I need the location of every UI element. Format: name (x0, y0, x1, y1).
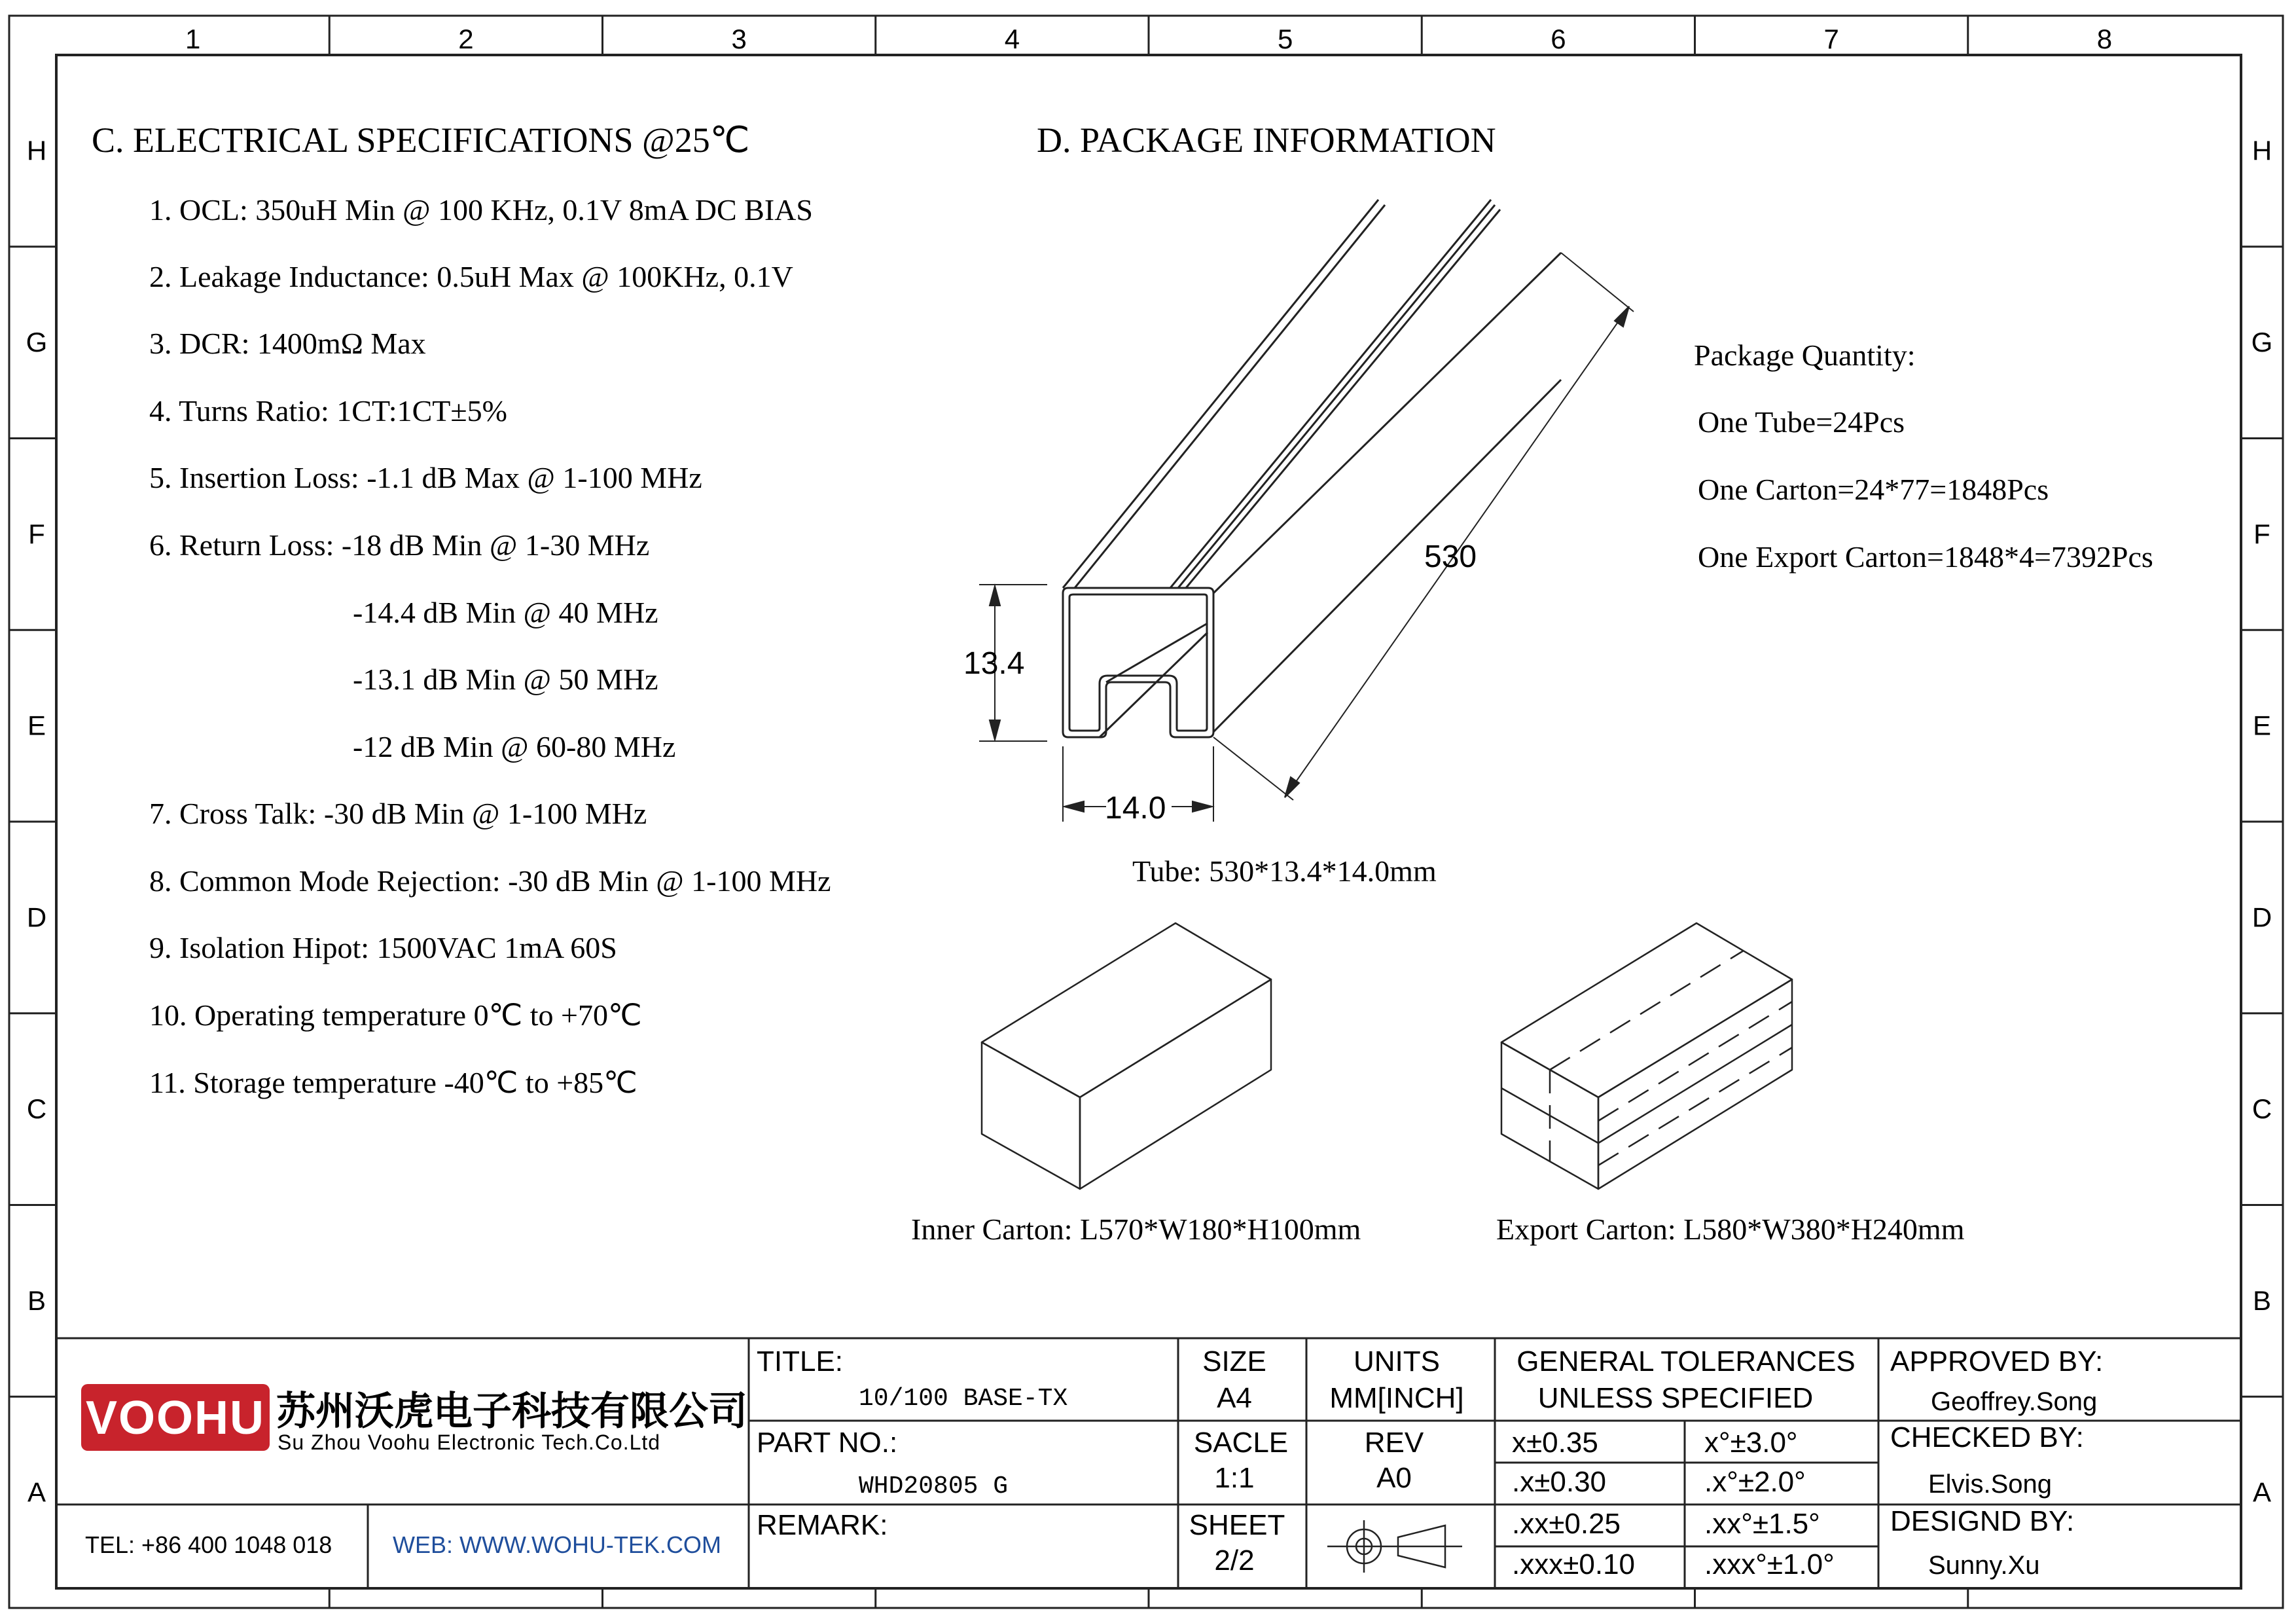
package-information (911, 120, 2153, 1246)
rev-value: A0 (1376, 1462, 1412, 1494)
spec-item: 8. Common Mode Rejection: -30 dB Min @ 1-100 MHz (149, 864, 831, 898)
title-value: 10/100 BASE-TX (859, 1385, 1068, 1413)
tolerance-angular: .x°±2.0° (1704, 1466, 1806, 1498)
zone-row-label: F (2253, 518, 2270, 549)
spec-item: 5. Insertion Loss: -1.1 dB Max @ 1-100 MHz (149, 461, 702, 494)
zone-labels (26, 24, 2273, 1508)
tube-edge (1186, 210, 1500, 588)
zone-row-label: D (26, 902, 47, 933)
zone-column-label: 4 (1004, 24, 1020, 54)
zone-row-label: E (27, 710, 46, 741)
carton-mid-line (1598, 1025, 1792, 1143)
tube-edge (1178, 205, 1495, 588)
designed-by-label: DESIGND BY: (1890, 1505, 2075, 1537)
tube-caption: Tube: 530*13.4*14.0mm (1132, 854, 1437, 888)
carton-front-face (982, 1042, 1080, 1189)
package-heading: D. PACKAGE INFORMATION (1037, 120, 1496, 160)
quantity-line: One Carton=24*77=1848Pcs (1698, 473, 2049, 506)
carton-top-face (982, 923, 1271, 1097)
part-number-label: PART NO.: (757, 1427, 898, 1459)
arrow-head (1193, 801, 1212, 812)
tube-edge (1213, 253, 1561, 593)
spec-item: 1. OCL: 350uH Min @ 100 KHz, 0.1V 8mA DC BIAS (149, 193, 813, 227)
tolerance-linear: .xx±0.25 (1512, 1508, 1621, 1540)
export-carton-drawing (1501, 923, 1792, 1189)
zone-row-label: D (2251, 902, 2272, 933)
size-value: A4 (1217, 1382, 1252, 1414)
zone-row-label: E (2252, 710, 2272, 741)
inner-carton-caption: Inner Carton: L570*W180*H100mm (911, 1213, 1361, 1246)
arrow-head (990, 586, 1000, 606)
electrical-heading: C. ELECTRICAL SPECIFICATIONS @25℃ (92, 120, 750, 160)
spec-item: 10. Operating temperature 0℃ to +70℃ (149, 998, 642, 1032)
quantity-line: One Tube=24Pcs (1698, 405, 1905, 439)
tolerance-linear: .x±0.30 (1512, 1466, 1607, 1498)
units-value: MM[INCH] (1329, 1382, 1464, 1414)
scale-value: 1:1 (1214, 1462, 1255, 1494)
export-carton-caption: Export Carton: L580*W380*H240mm (1496, 1213, 1965, 1246)
quantity-line: One Export Carton=1848*4=7392Pcs (1698, 540, 2153, 574)
spec-item: 11. Storage temperature -40℃ to +85℃ (149, 1066, 637, 1099)
zone-column-label: 1 (185, 24, 201, 54)
spec-item: -12 dB Min @ 60-80 MHz (353, 730, 676, 763)
tolerance-title: GENERAL TOLERANCES (1516, 1345, 1856, 1377)
zone-row-label: F (28, 518, 45, 549)
tolerance-angular: x°±3.0° (1704, 1427, 1798, 1459)
electrical-specifications (92, 120, 831, 1099)
spec-item: 4. Turns Ratio: 1CT:1CT±5% (149, 394, 507, 428)
title-label: TITLE: (757, 1345, 844, 1377)
sheet-label: SHEET (1189, 1509, 1285, 1541)
spec-item: -13.1 dB Min @ 50 MHz (353, 663, 658, 696)
spec-item: 3. DCR: 1400mΩ Max (149, 327, 426, 360)
approved-by-name: Geoffrey.Song (1931, 1387, 2098, 1416)
size-label: SIZE (1202, 1345, 1266, 1377)
company-name-cn: 苏州沃虎电子科技有限公司 (276, 1389, 747, 1433)
tape-line (1598, 1002, 1792, 1121)
carton-tape-lines (1550, 951, 1792, 1165)
tolerance-subtitle: UNLESS SPECIFIED (1537, 1382, 1814, 1414)
logo-text: VOOHU (85, 1392, 266, 1444)
extension-line (1561, 253, 1634, 312)
dimension-length: 530 (1424, 539, 1477, 574)
tolerance-angular: .xxx°±1.0° (1704, 1548, 1835, 1580)
tube-edge (1075, 205, 1385, 588)
title-block (56, 1338, 2241, 1588)
tube-drawing (1063, 200, 1561, 737)
spec-item: 7. Cross Talk: -30 dB Min @ 1-100 MHz (149, 797, 647, 830)
zone-row-label: B (2252, 1285, 2272, 1316)
company-tel: TEL: +86 400 1048 018 (85, 1531, 332, 1558)
spec-item: -14.4 dB Min @ 40 MHz (353, 596, 658, 629)
units-label: UNITS (1354, 1345, 1440, 1377)
spec-item: 2. Leakage Inductance: 0.5uH Max @ 100KHz, 0.1V (149, 260, 793, 293)
approved-by-label: APPROVED BY: (1890, 1345, 2104, 1377)
tube-edge (1213, 380, 1561, 732)
zone-column-label: 5 (1277, 24, 1293, 54)
zone-row-label: C (2251, 1093, 2272, 1125)
spec-item: 9. Isolation Hipot: 1500VAC 1mA 60S (149, 931, 617, 964)
checked-by-label: CHECKED BY: (1890, 1421, 2084, 1453)
zone-column-label: 6 (1551, 24, 1566, 54)
carton-side-face (1080, 979, 1271, 1189)
company-name-en: Su Zhou Voohu Electronic Tech.Co.Ltd (278, 1431, 661, 1454)
remark-label: REMARK: (757, 1509, 888, 1541)
zone-row-label: H (26, 135, 47, 166)
zone-row-label: A (2252, 1476, 2272, 1508)
tube-edge (1100, 632, 1208, 737)
company-logo (81, 1384, 270, 1451)
zone-row-label: C (26, 1093, 47, 1125)
zone-row-label: G (26, 327, 48, 358)
tolerance-angular: .xx°±1.5° (1704, 1508, 1820, 1540)
inner-carton-drawing (982, 923, 1271, 1189)
part-number-value: WHD20805 G (859, 1472, 1009, 1501)
projection-symbol-icon (1327, 1520, 1462, 1573)
scale-label: SACLE (1193, 1427, 1289, 1459)
zone-row-label: B (27, 1285, 46, 1316)
tolerance-linear: .xxx±0.10 (1512, 1548, 1636, 1580)
quantity-title: Package Quantity: (1694, 338, 1916, 372)
rev-label: REV (1364, 1427, 1424, 1459)
zone-column-label: 3 (731, 24, 747, 54)
arrow-head (1064, 801, 1084, 812)
zone-row-label: G (2251, 327, 2273, 358)
zone-row-label: A (27, 1476, 46, 1508)
tube-edge (1106, 623, 1208, 682)
checked-by-name: Elvis.Song (1928, 1470, 2052, 1499)
tolerance-linear: x±0.35 (1512, 1427, 1598, 1459)
zone-column-label: 8 (2096, 24, 2113, 54)
zone-column-label: 7 (1823, 24, 1839, 54)
arrow-head (990, 720, 1000, 740)
sheet-value: 2/2 (1214, 1544, 1255, 1577)
tape-line (1550, 951, 1744, 1070)
dimension-height: 13.4 (963, 646, 1025, 681)
dimension-width: 14.0 (1105, 791, 1166, 826)
company-web-link[interactable]: WEB: WWW.WOHU-TEK.COM (393, 1531, 721, 1558)
extension-line (1213, 737, 1293, 800)
tape-line (1598, 1048, 1792, 1165)
spec-item: 6. Return Loss: -18 dB Min @ 1-30 MHz (149, 528, 650, 562)
zone-column-label: 2 (458, 24, 474, 54)
designed-by-name: Sunny.Xu (1928, 1551, 2040, 1580)
zone-row-label: H (2251, 135, 2272, 166)
